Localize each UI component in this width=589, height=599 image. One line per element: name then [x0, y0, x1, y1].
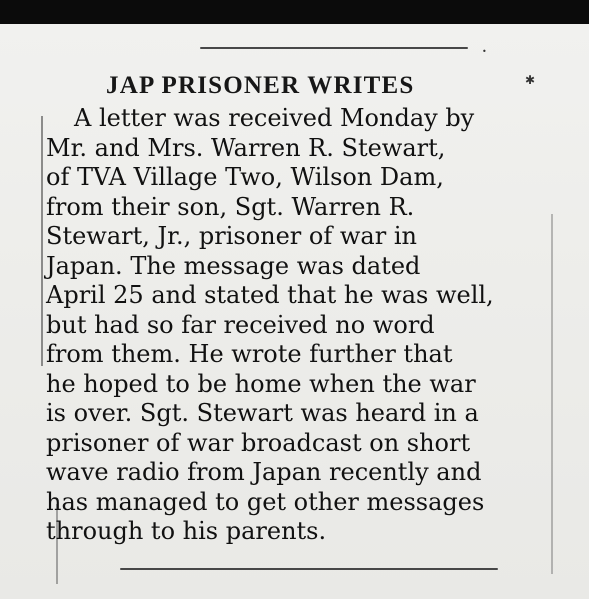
newspaper-clipping: [0, 24, 589, 599]
article-line: Stewart, Jr., prisoner of war in: [46, 222, 417, 250]
article-line: he hoped to be home when the war: [46, 369, 476, 398]
article-line: has managed to get other messages: [46, 487, 485, 516]
print-speck: ✱: [525, 73, 536, 87]
print-speck: •: [482, 47, 487, 56]
article-line: from their son, Sgt. Warren R.: [46, 192, 415, 221]
article-body: [46, 104, 556, 564]
article-line: through to his parents.: [46, 517, 327, 545]
article-line: of TVA Village Two, Wilson Dam,: [46, 163, 444, 191]
top-divider-rule: [200, 47, 468, 49]
article-line: is over. Sgt. Stewart was heard in a: [46, 399, 479, 427]
article-headline: JAP PRISONER WRITES: [106, 72, 415, 99]
article-line: but had so far received no word: [46, 310, 435, 339]
article-line: A letter was received Monday by: [74, 104, 475, 132]
article-line: Japan. The message was dated: [46, 251, 421, 280]
article-line: April 25 and stated that he was well,: [46, 281, 494, 309]
article-line: prisoner of war broadcast on short: [46, 428, 471, 457]
article-line: from them. He wrote further that: [46, 340, 453, 368]
article-line: wave radio from Japan recently and: [46, 458, 482, 486]
article-line: Mr. and Mrs. Warren R. Stewart,: [46, 133, 446, 162]
bottom-divider-rule: [120, 568, 498, 570]
left-column-rule: [41, 116, 43, 366]
scan-black-border: [0, 0, 589, 24]
